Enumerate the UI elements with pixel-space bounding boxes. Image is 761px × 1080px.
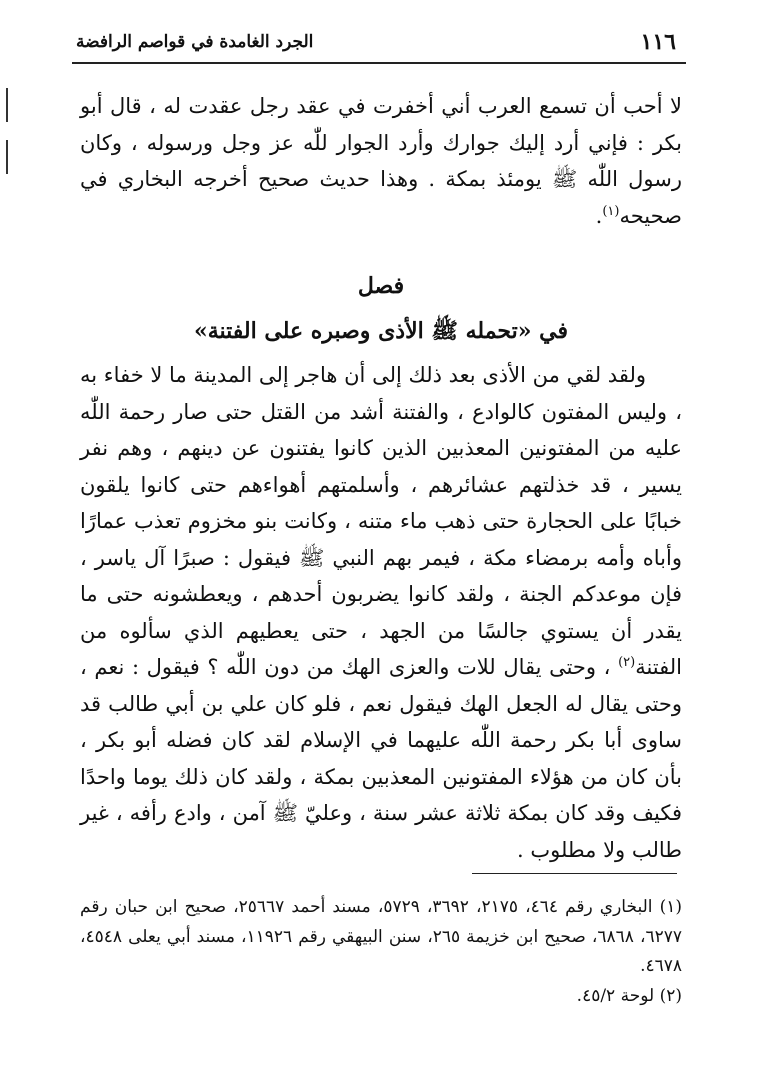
running-title: الجرد الغامدة في قواصم الرافضة	[76, 32, 314, 52]
section-heading-fasl: فصل	[357, 273, 405, 299]
page-number: ١١٦	[640, 29, 676, 55]
footnote-2: (٢) لوحة ٤٥/٢.	[576, 985, 682, 1006]
intro-end: .	[595, 203, 603, 228]
footnotes	[80, 893, 682, 1011]
footnote-ref-1[interactable]: (١)	[602, 203, 620, 219]
main-text	[80, 88, 682, 868]
intro-paragraph	[80, 88, 682, 234]
scan-mark	[6, 88, 8, 122]
scan-mark	[6, 140, 8, 174]
page-header	[72, 22, 686, 64]
main-text-part-a: ولقد لقي من الأذى بعد ذلك إلى أن هاجر إلى المدينة ما لا خفاء به ، وليس المفتون كالوادع ، والفتنة أشد من القتل حتى صار رحمة اللّٰه عليه من المفتونين المعذبين الذين كانوا يفتنون عن دينهم ، وهم نفر يسير ، قد خذلتهم عشائرهم ، وأسلمتهم أهواءهم حتى كانوا يلقون خبابًا على الحجارة حتى ذهب ماء متنه ، وكانت بنو مخزوم تعذب عمارًا وأباه وأمه برمضاء مكة ، فيمر بهم النبي ﷺ فيقول : صبرًا آل ياسر ، فإن موعدكم الجنة ، ولقد كانوا يضربون أحدهم ، ويعطشونه حتى ما يقدر أن يستوي جالسًا من الجهد ، حتى يعطيهم الذي سألوه من الفتنة	[80, 363, 682, 679]
main-text-part-b: ، وحتى يقال للات والعزى الهك من دون اللّٰه ؟ فيقول : نعم ، وحتى يقال له الجعل الهك فيقول نعم ، فلو كان علي بن أبي طالب قد ساوى أبا بكر رحمة اللّٰه عليهما في الإسلام لقد كان فضله أبو بكر ، بأن كان من هؤلاء المفتونين المعذبين بمكة ، ولقد كان ذلك يوما واحدًا فكيف وقد كان بمكة ثلاثة عشر سنة ، وعليّ ﷺ آمن ، وادع رأفه ، غير طالب ولا مطلوب .	[80, 655, 682, 862]
main-paragraph	[80, 357, 682, 868]
footnote-divider	[472, 873, 677, 874]
footnote-ref-2[interactable]: (٢)	[618, 655, 636, 670]
section-title: في «تحمله ﷺ الأذى وصبره على الفتنة»	[193, 317, 569, 344]
footnote-1: (١) البخاري رقم ٤٦٤، ٢١٧٥، ٣٦٩٢، ٥٧٢٩، مسند أحمد ٢٥٦٦٧، صحيح ابن حبان رقم ٦٢٧٧، ٦٨٦٨، صحيح ابن خزيمة ٢٦٥، سنن البيهقي رقم ١١٩٢٦، مسند أبي يعلى ٤٥٤٨، ٤٦٧٨.	[80, 897, 683, 976]
intro-text: لا أحب أن تسمع العرب أني أخفرت في عقد رجل عقدت له ، قال أبو بكر : فإني أرد إليك جوارك وأرد الجوار للّٰه عز وجل ورسوله ، وكان رسول اللّٰه ﷺ يومئذ بمكة . وهذا حديث صحيح أخرجه البخاري في صحيحه	[80, 94, 682, 228]
